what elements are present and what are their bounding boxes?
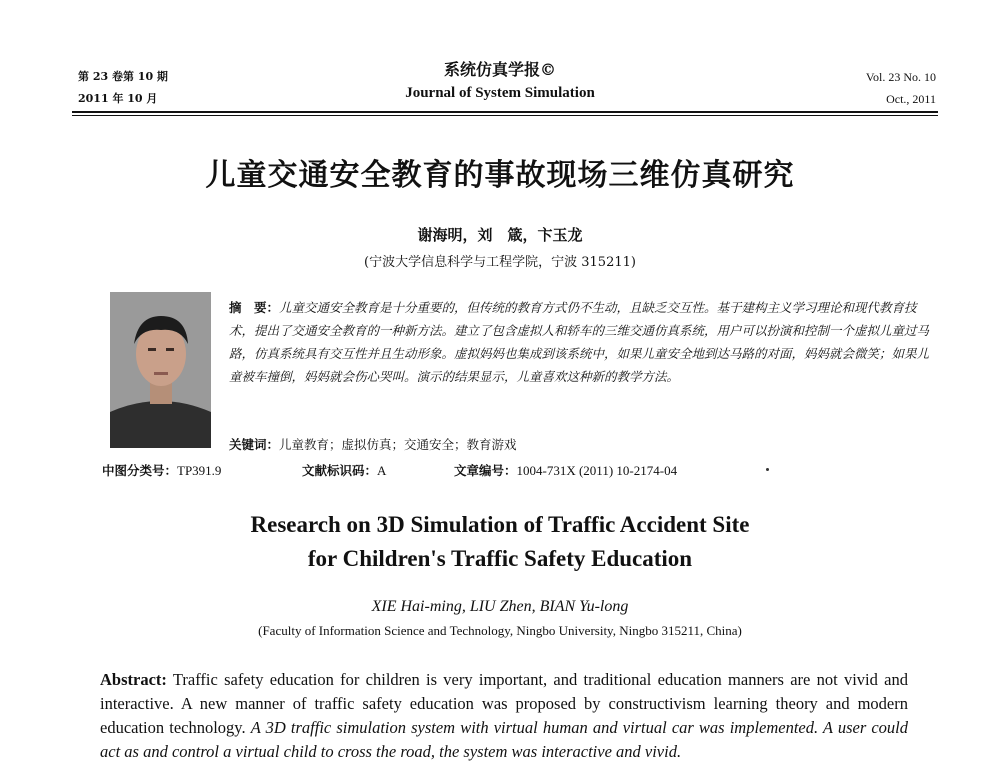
author-photo [110, 292, 211, 448]
keywords-cn [229, 435, 929, 455]
authors-en: XIE Hai-ming, LIU Zhen, BIAN Yu-long [371, 598, 629, 615]
date-cn: 2011 年 10 月 [78, 92, 158, 105]
author-portrait-icon [110, 292, 211, 448]
doc-code-label: 文献标识码： [302, 463, 378, 478]
volume-cn: 第 23 卷第 10 期 [78, 70, 168, 83]
doc-code-item [302, 461, 454, 481]
abstract-en-label: Abstract: [100, 670, 167, 689]
clc-label: 中图分类号： [102, 463, 178, 478]
scan-speck [766, 468, 769, 471]
paper-title-en [0, 508, 1000, 576]
paper-title-en-line2: for Children's Traffic Safety Education [307, 546, 693, 571]
article-no-label: 文章编号： [454, 463, 517, 478]
journal-title-en: Journal of System Simulation [405, 85, 595, 101]
header-rule-thin [72, 115, 938, 116]
authors-cn: 谢海明，刘 箴，卞玉龙 [417, 226, 583, 244]
affiliation-cn: (宁波大学信息科学与工程学院，宁波 315211) [364, 255, 636, 270]
abstract-cn-label: 摘 要： [229, 300, 280, 315]
abstract-en-italic: A 3D traffic simulation system with virtual human and virtual car was implemented. A user could act as and control a virtual child to cross the road, the system was interactive and vivid. [100, 718, 909, 761]
article-no-item [454, 461, 677, 481]
article-no-value: 1004-731X (2011) 10-2174-04 [516, 463, 678, 478]
paper-title-en-line1: Research on 3D Simulation of Traffic Accident Site [250, 512, 750, 537]
doc-code-value: A [377, 463, 387, 478]
journal-issue-en [866, 66, 936, 110]
journal-title-cn: 系统仿真学报© [443, 60, 556, 79]
abstract-cn-text: 儿童交通安全教育是十分重要的，但传统的教育方式仍不生动，且缺乏交互性。基于建构主义学习理论和现代教育技术，提出了交通安全教育的一种新方法。建立了包含虚拟人和轿车的三维交通仿真系统，用户可以扮演和控制一个虚拟儿童过马路，仿真系统具有交互性并且生动形象。虚拟妈妈也集成到该系统中，如果儿童安全地到达马路的对面，妈妈就会微笑；如果儿童被车撞倒，妈妈就会伤心哭叫。演示的结果显示，儿童喜欢这种新的教学方法。 [229, 300, 930, 384]
affiliation-en: (Faculty of Information Science and Technology, Ningbo University, Ningbo 315211, China) [258, 623, 742, 638]
keywords-cn-text: 儿童教育；虚拟仿真；交通安全；教育游戏 [279, 437, 517, 452]
paper-title-cn: 儿童交通安全教育的事故现场三维仿真研究 [205, 158, 795, 193]
classification-line [102, 461, 902, 481]
date-en: Oct., 2011 [886, 92, 936, 106]
abstract-en-text: Traffic safety education for children is very important, and traditional education manners are not vivid and interactive. A new manner of traffic safety education was proposed by constructivism learning theory and modern education technology. [100, 670, 908, 737]
keywords-cn-label: 关键词： [229, 437, 280, 452]
clc-item [102, 461, 302, 481]
journal-title [0, 58, 1000, 104]
abstract-cn [229, 296, 929, 388]
volume-en: Vol. 23 No. 10 [865, 70, 936, 84]
abstract-en [100, 668, 908, 764]
clc-value: TP391.9 [177, 463, 222, 478]
header-rule-thick [72, 111, 938, 113]
